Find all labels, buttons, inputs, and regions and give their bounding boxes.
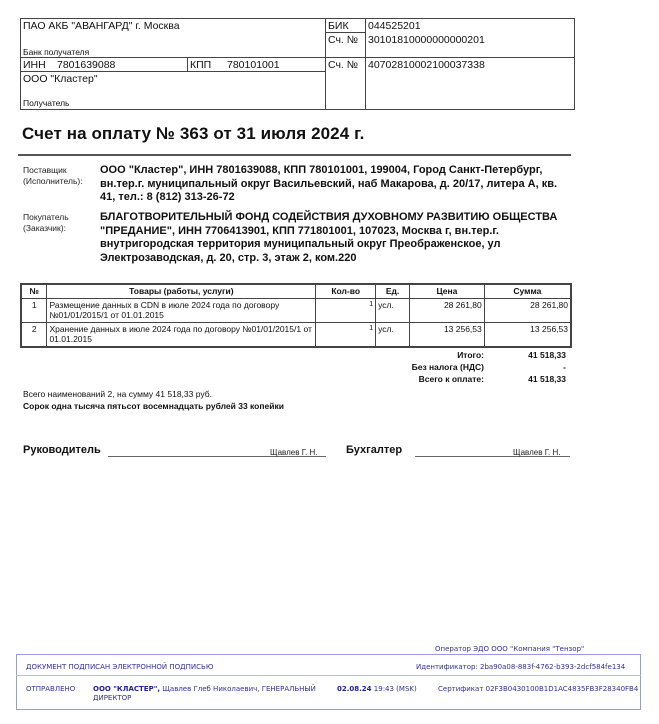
items-table [20, 283, 572, 348]
supplier-label-line1: Поставщик [23, 165, 67, 175]
vat-value: - [563, 362, 566, 372]
certificate-number: Сертификат 02F3B0430100B1D1AC4835FB3F28340FB4 [438, 685, 639, 693]
buyer-label-line2: (Заказчик): [23, 223, 66, 233]
col-header-qty: Кол-во [316, 284, 376, 298]
bik-label: БИК [328, 20, 349, 32]
row-unit: усл. [376, 298, 410, 322]
due-value: 41 518,33 [528, 374, 566, 384]
total-value: 41 518,33 [528, 350, 566, 360]
sender-person: Щавлев Глеб Николаевич, ГЕНЕРАЛЬНЫЙ [162, 685, 316, 693]
sent-datetime [337, 685, 417, 693]
recipient-name: ООО "Кластер" [23, 73, 98, 85]
row-qty: 1 [316, 322, 376, 347]
buyer-label [23, 212, 69, 234]
kpp-label: КПП [190, 59, 212, 71]
supplier-label-line2: (Исполнитель): [23, 176, 83, 186]
accountant-label: Бухгалтер [346, 444, 403, 456]
edo-operator: Оператор ЭДО ООО "Компания "Тензор" [430, 645, 589, 653]
account-label: Сч. № [328, 59, 359, 71]
sender-info [93, 685, 316, 693]
sender-position: ДИРЕКТОР [93, 694, 132, 702]
row-price: 13 256,53 [410, 322, 485, 347]
kpp-value: 780101001 [227, 59, 280, 71]
account-value: 40702810002100037338 [368, 59, 485, 71]
bank-label: Банк получателя [23, 47, 90, 57]
items-count-summary: Всего наименований 2, на сумму 41 518,33 руб. [23, 389, 212, 399]
buyer-label-line1: Покупатель [23, 212, 69, 222]
bank-name: ПАО АКБ "АВАНГАРД" г. Москва [23, 20, 180, 32]
row-unit: усл. [376, 322, 410, 347]
bik-value: 044525201 [368, 20, 421, 32]
sent-time: 19:43 (MSK) [373, 685, 417, 693]
row-name: Хранение данных в июле 2024 года по договору №01/01/2015/1 от 01.01.2015 [47, 322, 316, 347]
stamp-divider [16, 675, 641, 676]
director-label: Руководитель [23, 444, 101, 456]
corr-account-label: Сч. № [328, 34, 359, 46]
inn-label: ИНН [23, 59, 46, 71]
buyer-details: БЛАГОТВОРИТЕЛЬНЫЙ ФОНД СОДЕЙСТВИЯ ДУХОВНОМУ РАЗВИТИЮ ОБЩЕСТВА "ПРЕДАНИЕ", ИНН 7706413901, КПП 771801001, 107023, Москва г, вн.тер.г. внутригородская территория муниципальный округ Преображенское, ул Электрозаводская, д. 20, стр. 3, этаж 2, ком.220 [100, 211, 558, 264]
inn-value: 7801639088 [57, 59, 116, 71]
col-header-num: № [21, 284, 47, 298]
row-qty: 1 [316, 298, 376, 322]
due-label: Всего к оплате: [418, 374, 484, 384]
total-label: Итого: [457, 350, 484, 360]
table-row [21, 322, 571, 347]
amount-in-words: Сорок одна тысяча пятьсот восемнадцать рублей 33 копейки [23, 401, 284, 411]
row-price: 28 261,80 [410, 298, 485, 322]
col-header-name: Товары (работы, услуги) [47, 284, 316, 298]
director-name: Щавлев Г. Н. [270, 448, 318, 457]
invoice-title: Счет на оплату № 363 от 31 июля 2024 г. [22, 124, 365, 143]
sender-org: ООО "КЛАСТЕР", [93, 685, 161, 693]
table-header-row [21, 284, 571, 298]
bank-details-table [20, 18, 575, 110]
sent-date: 02.08.24 [337, 685, 372, 693]
row-sum: 13 256,53 [484, 322, 571, 347]
title-divider [18, 154, 571, 156]
corr-account-value: 30101810000000000201 [368, 34, 485, 46]
recipient-label: Получатель [23, 98, 70, 108]
row-sum: 28 261,80 [484, 298, 571, 322]
col-header-unit: Ед. [376, 284, 410, 298]
supplier-label [23, 165, 83, 187]
col-header-sum: Сумма [484, 284, 571, 298]
sent-label: ОТПРАВЛЕНО [26, 685, 76, 693]
row-name: Размещение данных в CDN в июле 2024 года по договору №01/01/2015/1 от 01.01.2015 [47, 298, 316, 322]
accountant-name: Щавлев Г. Н. [513, 448, 561, 457]
supplier-details: ООО "Кластер", ИНН 7801639088, КПП 780101001, 199004, Город Санкт-Петербург, вн.тер.г. муниципальный округ Васильевский, наб Макарова, д. 20/17, литера А, кв. 41, тел.: 8 (812) 313-26-72 [100, 164, 558, 203]
row-num: 2 [21, 322, 47, 347]
row-num: 1 [21, 298, 47, 322]
table-row [21, 298, 571, 322]
vat-label: Без налога (НДС) [411, 362, 484, 372]
signed-notice: ДОКУМЕНТ ПОДПИСАН ЭЛЕКТРОННОЙ ПОДПИСЬЮ [26, 663, 214, 671]
col-header-price: Цена [410, 284, 485, 298]
document-identifier: Идентификатор: 2ba90a08-883f-4762-b393-2dcf584fe134 [416, 663, 626, 671]
